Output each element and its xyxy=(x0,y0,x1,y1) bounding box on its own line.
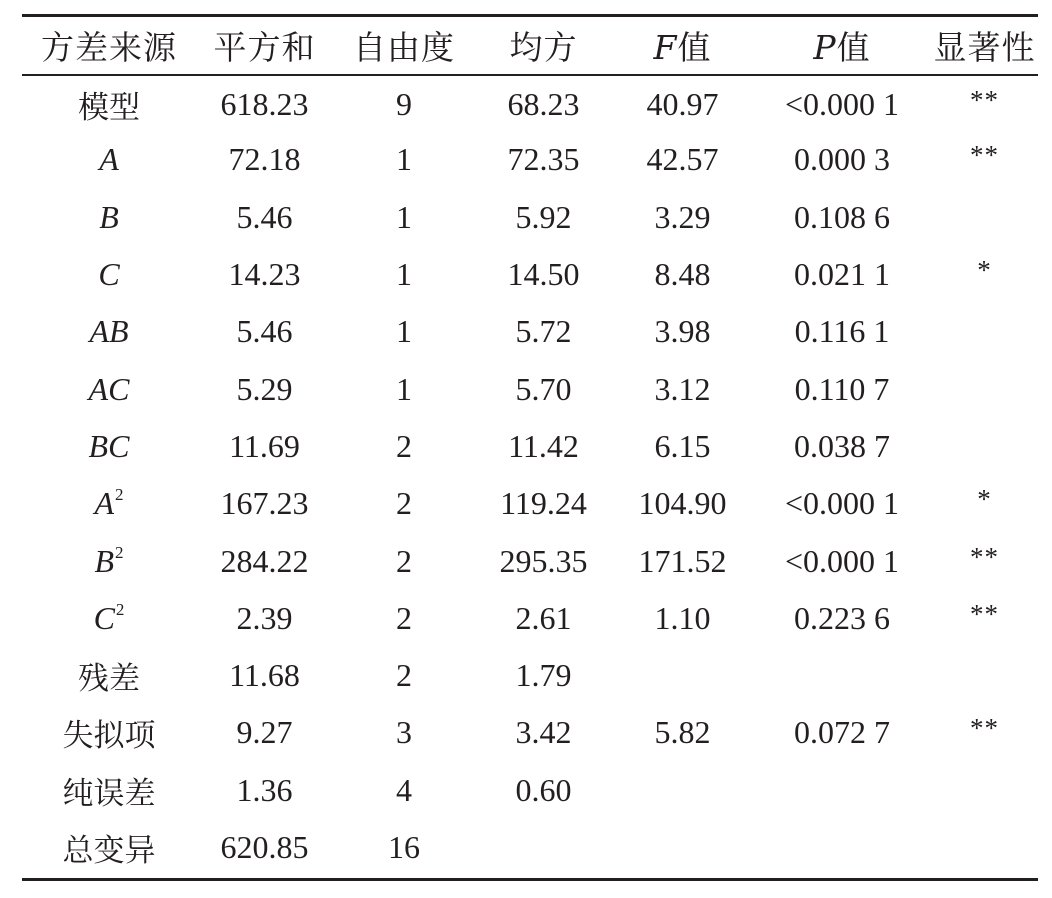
cell-f-value: 42.57 xyxy=(646,141,719,178)
cell-p-value xyxy=(753,762,931,819)
cell-source xyxy=(22,475,196,532)
cell-p-value: <0.000 1 xyxy=(784,542,900,579)
table-row xyxy=(22,246,1038,303)
table-bottom-rule xyxy=(22,878,1038,881)
cell-significance xyxy=(931,246,1038,303)
header-source: 方差来源 xyxy=(41,28,177,67)
cell-sum-of-squares: 2.39 xyxy=(236,599,293,636)
cell-p-value: <0.000 1 xyxy=(784,485,900,522)
header-mean-square: 均方 xyxy=(509,28,578,67)
table-row xyxy=(22,532,1038,589)
cell-significance xyxy=(931,590,1038,647)
cell-p-value: 0.116 1 xyxy=(794,313,890,350)
cell-p-value xyxy=(753,647,931,704)
header-sum-of-squares: 平方和 xyxy=(213,28,316,67)
cell-mean-square: 5.70 xyxy=(515,370,572,407)
cell-mean-square: 119.24 xyxy=(500,485,587,522)
cell-degrees-of-freedom: 2 xyxy=(396,657,412,694)
header-row xyxy=(22,17,1038,74)
cell-degrees-of-freedom: 1 xyxy=(396,198,412,235)
source-exponent: 2 xyxy=(115,542,124,562)
table-row xyxy=(22,189,1038,246)
cell-p-value: 0.223 6 xyxy=(794,599,890,636)
cell-sum-of-squares: 1.36 xyxy=(236,771,293,808)
source-factor: B xyxy=(99,198,119,235)
anova-table xyxy=(22,17,1038,876)
cell-f-value xyxy=(612,762,753,819)
cell-significance xyxy=(931,532,1038,589)
header-significance: 显著性 xyxy=(933,28,1036,67)
significance-stars: ** xyxy=(970,713,999,744)
cell-source: 纯误差 xyxy=(62,775,156,812)
cell-degrees-of-freedom: 2 xyxy=(396,599,412,636)
cell-degrees-of-freedom: 3 xyxy=(396,714,412,751)
cell-source: 失拟项 xyxy=(62,718,156,755)
cell-f-value: 6.15 xyxy=(654,427,711,464)
cell-sum-of-squares: 9.27 xyxy=(236,714,293,751)
header-p-symbol: P xyxy=(813,28,837,67)
significance-stars: ** xyxy=(970,84,999,115)
cell-p-value: 0.108 6 xyxy=(794,198,890,235)
table-row xyxy=(22,303,1038,360)
source-factor: C xyxy=(98,256,120,293)
significance-stars: ** xyxy=(970,541,999,572)
cell-source xyxy=(22,360,196,417)
cell-mean-square: 3.42 xyxy=(515,714,572,751)
header-p-value xyxy=(753,17,931,74)
cell-degrees-of-freedom: 2 xyxy=(396,542,412,579)
cell-mean-square: 5.92 xyxy=(515,198,572,235)
source-factor: C xyxy=(93,599,115,636)
cell-source xyxy=(22,131,196,188)
table-row xyxy=(22,762,1038,819)
cell-source xyxy=(22,590,196,647)
cell-mean-square: 295.35 xyxy=(499,542,588,579)
cell-f-value xyxy=(612,819,753,876)
cell-degrees-of-freedom: 16 xyxy=(388,829,420,865)
cell-sum-of-squares: 284.22 xyxy=(220,542,309,579)
source-exponent: 2 xyxy=(115,485,124,505)
cell-f-value: 5.82 xyxy=(654,714,711,751)
cell-f-value: 1.10 xyxy=(654,599,711,636)
table-row xyxy=(22,74,1038,131)
cell-significance xyxy=(931,704,1038,761)
table-row xyxy=(22,819,1038,876)
source-factor: A xyxy=(99,141,119,178)
header-degrees-of-freedom: 自由度 xyxy=(353,28,455,67)
cell-p-value xyxy=(753,819,931,876)
cell-mean-square xyxy=(475,819,612,876)
cell-sum-of-squares: 167.23 xyxy=(220,485,309,522)
cell-significance xyxy=(931,647,1038,704)
source-factor: B xyxy=(94,542,115,579)
cell-significance xyxy=(931,475,1038,532)
header-f-symbol: F xyxy=(653,28,678,67)
cell-sum-of-squares: 5.46 xyxy=(236,313,293,350)
cell-mean-square: 0.60 xyxy=(515,771,572,808)
cell-p-value: 0.021 1 xyxy=(794,256,890,293)
cell-f-value: 40.97 xyxy=(646,85,719,122)
table-row xyxy=(22,418,1038,475)
cell-f-value: 3.98 xyxy=(654,313,711,350)
cell-significance xyxy=(931,418,1038,475)
cell-source xyxy=(22,189,196,246)
table-row xyxy=(22,590,1038,647)
cell-sum-of-squares: 14.23 xyxy=(228,256,301,293)
cell-p-value: 0.072 7 xyxy=(794,714,890,751)
source-factor: BC xyxy=(88,427,130,464)
cell-f-value xyxy=(612,647,753,704)
table-row xyxy=(22,475,1038,532)
cell-mean-square: 5.72 xyxy=(515,313,572,350)
cell-mean-square: 68.23 xyxy=(507,85,580,122)
cell-significance xyxy=(931,360,1038,417)
table-row xyxy=(22,360,1038,417)
cell-sum-of-squares: 618.23 xyxy=(220,85,309,122)
cell-degrees-of-freedom: 1 xyxy=(396,141,412,178)
header-p-suffix: 值 xyxy=(836,28,871,67)
significance-stars: ** xyxy=(970,598,999,629)
cell-sum-of-squares: 5.46 xyxy=(236,198,293,235)
cell-degrees-of-freedom: 1 xyxy=(396,256,412,293)
cell-source xyxy=(22,246,196,303)
cell-mean-square: 2.61 xyxy=(515,599,572,636)
cell-source: 模型 xyxy=(78,89,140,126)
cell-f-value: 104.90 xyxy=(638,485,727,522)
cell-sum-of-squares: 11.69 xyxy=(229,427,300,464)
cell-degrees-of-freedom: 2 xyxy=(396,427,412,464)
cell-mean-square: 11.42 xyxy=(508,427,579,464)
cell-degrees-of-freedom: 2 xyxy=(396,485,412,522)
table-row xyxy=(22,704,1038,761)
cell-significance xyxy=(931,189,1038,246)
significance-stars: * xyxy=(977,255,992,286)
cell-degrees-of-freedom: 1 xyxy=(396,370,412,407)
cell-p-value: 0.110 7 xyxy=(794,370,890,407)
cell-sum-of-squares: 72.18 xyxy=(228,141,301,178)
source-factor: AB xyxy=(89,313,129,350)
cell-source: 总变异 xyxy=(62,833,156,869)
significance-stars: ** xyxy=(970,140,999,171)
cell-source xyxy=(22,418,196,475)
cell-degrees-of-freedom: 9 xyxy=(396,85,412,122)
cell-p-value: 0.038 7 xyxy=(794,427,890,464)
cell-f-value: 171.52 xyxy=(638,542,727,579)
source-factor: A xyxy=(94,485,115,522)
cell-degrees-of-freedom: 4 xyxy=(396,771,412,808)
source-exponent: 2 xyxy=(115,599,125,619)
table-row xyxy=(22,131,1038,188)
cell-degrees-of-freedom: 1 xyxy=(396,313,412,350)
cell-p-value: 0.000 3 xyxy=(794,141,890,178)
cell-significance xyxy=(931,819,1038,876)
cell-source xyxy=(22,532,196,589)
cell-sum-of-squares: 5.29 xyxy=(236,370,293,407)
cell-sum-of-squares: 11.68 xyxy=(229,657,300,694)
source-factor: AC xyxy=(88,370,130,407)
cell-source: 残差 xyxy=(78,661,140,698)
header-f-suffix: 值 xyxy=(677,28,712,67)
cell-mean-square: 1.79 xyxy=(515,657,572,694)
cell-f-value: 3.12 xyxy=(654,370,711,407)
cell-significance xyxy=(931,74,1038,131)
cell-p-value: <0.000 1 xyxy=(784,85,900,122)
cell-source xyxy=(22,303,196,360)
significance-stars: * xyxy=(977,484,992,515)
cell-significance xyxy=(931,131,1038,188)
cell-sum-of-squares: 620.85 xyxy=(220,829,309,865)
cell-significance xyxy=(931,762,1038,819)
cell-mean-square: 72.35 xyxy=(507,141,580,178)
table-row xyxy=(22,647,1038,704)
cell-f-value: 3.29 xyxy=(654,198,711,235)
cell-f-value: 8.48 xyxy=(654,256,711,293)
cell-significance xyxy=(931,303,1038,360)
header-f-value xyxy=(612,17,753,74)
cell-mean-square: 14.50 xyxy=(507,256,580,293)
